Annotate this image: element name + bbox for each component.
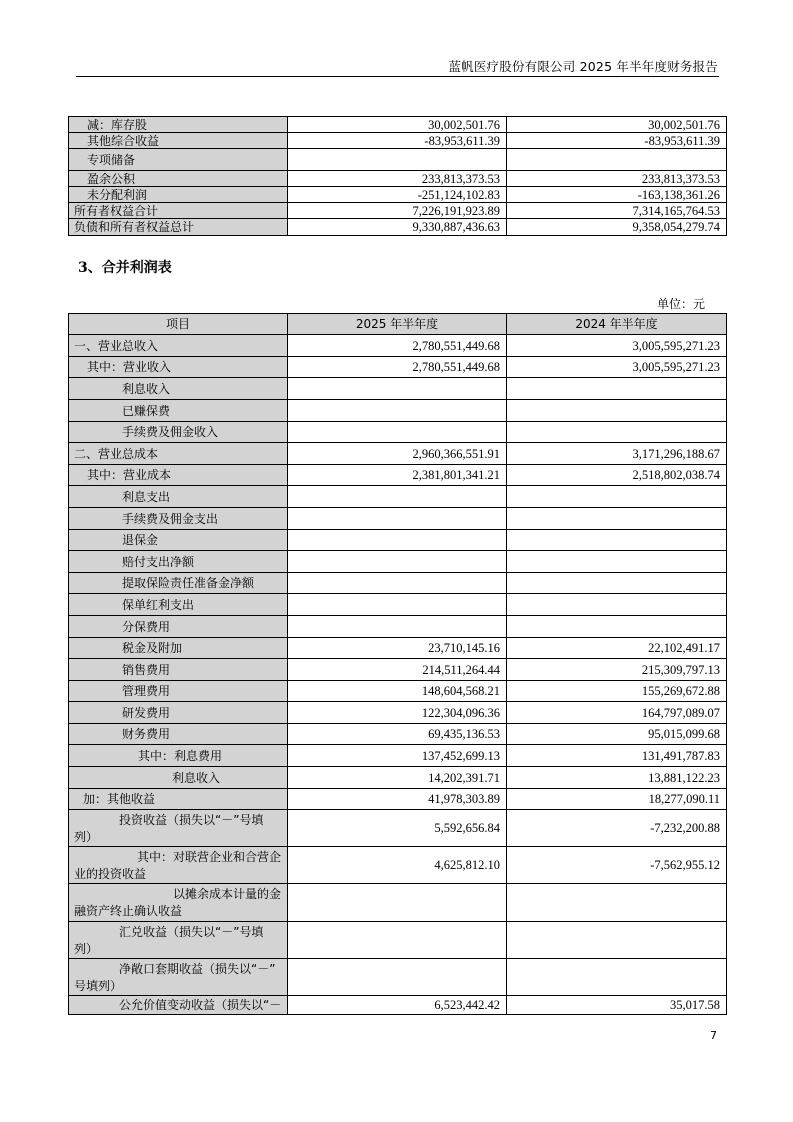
previous-value bbox=[507, 551, 727, 573]
row-label: 利息收入 bbox=[69, 767, 288, 789]
row-label: 未分配利润 bbox=[69, 187, 288, 203]
current-value: 9,330,887,436.63 bbox=[288, 219, 507, 236]
current-value: 5,592,656.84 bbox=[288, 810, 507, 847]
income-statement-table bbox=[68, 313, 727, 1015]
table-row bbox=[69, 789, 727, 810]
previous-value bbox=[507, 884, 727, 922]
previous-value bbox=[507, 922, 727, 959]
table-row bbox=[69, 922, 727, 959]
previous-value: 233,813,373.53 bbox=[507, 171, 727, 187]
row-label: 一、营业总收入 bbox=[69, 335, 288, 357]
previous-value: 95,015,099.68 bbox=[507, 724, 727, 745]
table-row bbox=[69, 681, 727, 702]
table-row bbox=[69, 959, 727, 996]
row-label: 减：库存股 bbox=[69, 117, 288, 133]
current-value bbox=[288, 508, 507, 530]
previous-value: 2,518,802,038.74 bbox=[507, 465, 727, 486]
previous-value: 13,881,122.23 bbox=[507, 767, 727, 789]
row-label: 其中：利息费用 bbox=[69, 745, 288, 767]
row-label: 财务费用 bbox=[69, 724, 288, 745]
previous-value: 30,002,501.76 bbox=[507, 117, 727, 133]
previous-value bbox=[507, 530, 727, 551]
row-label: 其中：营业成本 bbox=[69, 465, 288, 486]
table-row bbox=[69, 400, 727, 422]
previous-value: 3,005,595,271.23 bbox=[507, 357, 727, 378]
previous-value: 3,005,595,271.23 bbox=[507, 335, 727, 357]
previous-value bbox=[507, 508, 727, 530]
table-row bbox=[69, 767, 727, 789]
current-value bbox=[288, 378, 507, 400]
table-row bbox=[69, 443, 727, 465]
current-value bbox=[288, 616, 507, 638]
column-header-2024: 2024 年半年度 bbox=[507, 314, 727, 335]
previous-value bbox=[507, 573, 727, 594]
row-label: 手续费及佣金收入 bbox=[69, 422, 288, 443]
row-label: 其中：营业收入 bbox=[69, 357, 288, 378]
row-label: 专项储备 bbox=[69, 149, 288, 171]
previous-value bbox=[507, 486, 727, 508]
row-label bbox=[69, 810, 288, 847]
current-value: -83,953,611.39 bbox=[288, 133, 507, 149]
current-value bbox=[288, 573, 507, 594]
table-row bbox=[69, 659, 727, 681]
row-label-line2: 号填列） bbox=[74, 979, 123, 993]
current-value: 30,002,501.76 bbox=[288, 117, 507, 133]
previous-value: 18,277,090.11 bbox=[507, 789, 727, 810]
current-value: 2,960,366,551.91 bbox=[288, 443, 507, 465]
row-label: 其他综合收益 bbox=[69, 133, 288, 149]
current-value: 69,435,136.53 bbox=[288, 724, 507, 745]
row-label: 利息收入 bbox=[69, 378, 288, 400]
previous-value bbox=[507, 959, 727, 996]
previous-value: 9,358,054,279.74 bbox=[507, 219, 727, 236]
table-row bbox=[69, 187, 727, 203]
row-label-line1: 投资收益（损失以“－”号填 bbox=[119, 813, 264, 827]
row-label: 退保金 bbox=[69, 530, 288, 551]
previous-value: -163,138,361.26 bbox=[507, 187, 727, 203]
current-value: 41,978,303.89 bbox=[288, 789, 507, 810]
previous-value: 131,491,787.83 bbox=[507, 745, 727, 767]
current-value: 7,226,191,923.89 bbox=[288, 203, 507, 219]
row-label: 赔付支出净额 bbox=[69, 551, 288, 573]
table-row bbox=[69, 594, 727, 616]
current-value: 214,511,264.44 bbox=[288, 659, 507, 681]
table-header-row bbox=[69, 314, 727, 335]
table-row bbox=[69, 847, 727, 884]
current-value bbox=[288, 959, 507, 996]
table-row bbox=[69, 203, 727, 219]
previous-value bbox=[507, 616, 727, 638]
table-row bbox=[69, 530, 727, 551]
table-row bbox=[69, 378, 727, 400]
section-title: 3、合并利润表 bbox=[78, 260, 172, 276]
row-label: 加：其他收益 bbox=[69, 789, 288, 810]
previous-value: -7,562,955.12 bbox=[507, 847, 727, 884]
table-row bbox=[69, 616, 727, 638]
current-value bbox=[288, 530, 507, 551]
current-value: 2,780,551,449.68 bbox=[288, 335, 507, 357]
page-header-title: 蓝帆医疗股份有限公司 2025 年半年度财务报告 bbox=[448, 59, 718, 74]
current-value: 148,604,568.21 bbox=[288, 681, 507, 702]
column-header-2025: 2025 年半年度 bbox=[288, 314, 507, 335]
table-row bbox=[69, 422, 727, 443]
unit-label: 单位：元 bbox=[656, 297, 705, 311]
previous-value: 215,309,797.13 bbox=[507, 659, 727, 681]
row-label bbox=[69, 847, 288, 884]
row-label: 已赚保费 bbox=[69, 400, 288, 422]
row-label-line2: 融资产终止确认收益 bbox=[74, 904, 183, 918]
table-row bbox=[69, 149, 727, 171]
current-value bbox=[288, 149, 507, 171]
header-divider bbox=[76, 76, 719, 77]
table-row bbox=[69, 465, 727, 486]
previous-value: 164,797,089.07 bbox=[507, 702, 727, 724]
current-value: 2,780,551,449.68 bbox=[288, 357, 507, 378]
table-row bbox=[69, 219, 727, 236]
table-row bbox=[69, 335, 727, 357]
row-label: 所有者权益合计 bbox=[69, 203, 288, 219]
row-label: 手续费及佣金支出 bbox=[69, 508, 288, 530]
row-label: 管理费用 bbox=[69, 681, 288, 702]
table-row bbox=[69, 117, 727, 133]
row-label: 保单红利支出 bbox=[69, 594, 288, 616]
row-label: 利息支出 bbox=[69, 486, 288, 508]
table-row bbox=[69, 551, 727, 573]
row-label: 二、营业总成本 bbox=[69, 443, 288, 465]
previous-value: 7,314,165,764.53 bbox=[507, 203, 727, 219]
table-row bbox=[69, 486, 727, 508]
row-label bbox=[69, 959, 288, 996]
row-label: 公允价值变动收益（损失以“－ bbox=[69, 996, 288, 1015]
table-row bbox=[69, 171, 727, 187]
row-label: 盈余公积 bbox=[69, 171, 288, 187]
table-row bbox=[69, 745, 727, 767]
row-label: 分保费用 bbox=[69, 616, 288, 638]
page-number: 7 bbox=[710, 1029, 717, 1042]
table-row bbox=[69, 724, 727, 745]
row-label-line2: 列） bbox=[74, 830, 99, 844]
row-label-line2: 业的投资收益 bbox=[74, 867, 147, 881]
table-row bbox=[69, 357, 727, 378]
current-value: 6,523,442.42 bbox=[288, 996, 507, 1015]
current-value: 23,710,145.16 bbox=[288, 638, 507, 659]
table-row bbox=[69, 996, 727, 1015]
table-row bbox=[69, 133, 727, 149]
row-label-line1: 净敞口套期收益（损失以“－” bbox=[119, 962, 276, 976]
previous-value: 22,102,491.17 bbox=[507, 638, 727, 659]
table-row bbox=[69, 638, 727, 659]
previous-value: 155,269,672.88 bbox=[507, 681, 727, 702]
current-value bbox=[288, 422, 507, 443]
previous-value bbox=[507, 149, 727, 171]
row-label-line1: 以摊余成本计量的金 bbox=[173, 887, 282, 901]
row-label bbox=[69, 884, 288, 922]
table-row bbox=[69, 702, 727, 724]
row-label: 提取保险责任准备金净额 bbox=[69, 573, 288, 594]
current-value bbox=[288, 551, 507, 573]
previous-value: 3,171,296,188.67 bbox=[507, 443, 727, 465]
row-label: 研发费用 bbox=[69, 702, 288, 724]
table-row bbox=[69, 508, 727, 530]
row-label: 销售费用 bbox=[69, 659, 288, 681]
row-label bbox=[69, 922, 288, 959]
current-value: 14,202,391.71 bbox=[288, 767, 507, 789]
table-row bbox=[69, 810, 727, 847]
current-value: 2,381,801,341.21 bbox=[288, 465, 507, 486]
previous-value bbox=[507, 378, 727, 400]
current-value: 233,813,373.53 bbox=[288, 171, 507, 187]
current-value bbox=[288, 594, 507, 616]
previous-value bbox=[507, 594, 727, 616]
current-value: -251,124,102.83 bbox=[288, 187, 507, 203]
row-label-line1: 其中：对联营企业和合营企 bbox=[137, 850, 282, 864]
column-header-item: 项目 bbox=[69, 314, 288, 335]
current-value bbox=[288, 400, 507, 422]
previous-value: -83,953,611.39 bbox=[507, 133, 727, 149]
previous-value bbox=[507, 422, 727, 443]
current-value: 137,452,699.13 bbox=[288, 745, 507, 767]
row-label-line2: 列） bbox=[74, 942, 99, 956]
current-value bbox=[288, 486, 507, 508]
current-value: 122,304,096.36 bbox=[288, 702, 507, 724]
current-value: 4,625,812.10 bbox=[288, 847, 507, 884]
current-value bbox=[288, 884, 507, 922]
row-label: 负债和所有者权益总计 bbox=[69, 219, 288, 236]
previous-value: 35,017.58 bbox=[507, 996, 727, 1015]
previous-value bbox=[507, 400, 727, 422]
table-row bbox=[69, 573, 727, 594]
current-value bbox=[288, 922, 507, 959]
row-label-line1: 汇兑收益（损失以“－”号填 bbox=[119, 925, 264, 939]
table-row bbox=[69, 884, 727, 922]
previous-value: -7,232,200.88 bbox=[507, 810, 727, 847]
balance-sheet-table bbox=[68, 116, 727, 236]
row-label: 税金及附加 bbox=[69, 638, 288, 659]
